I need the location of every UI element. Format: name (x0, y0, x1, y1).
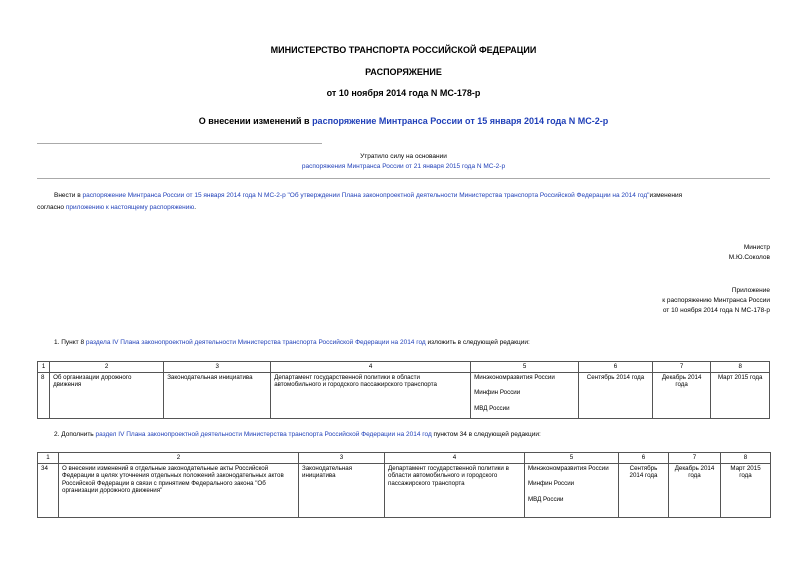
table-1-col-8: 8 (711, 362, 770, 373)
table-1-col-5: 5 (471, 362, 579, 373)
p2-prefix: согласно (37, 204, 66, 211)
t2-coexecutors (525, 463, 619, 517)
t1-co3: МВД России (474, 404, 510, 412)
t1-kind: Законодательная инициатива (164, 372, 271, 418)
divider-long (37, 178, 770, 179)
t2-co1: Минэкономразвития России (528, 464, 609, 472)
appendix-line-1: Приложение (731, 287, 770, 294)
p1-prefix: Внести в (54, 192, 83, 199)
section-2-text (54, 431, 770, 439)
table-2-col-7: 7 (669, 453, 721, 464)
t2-d1: Сентябрь 2014 года (619, 463, 669, 517)
t2-co3: МВД России (528, 495, 564, 503)
p1-link[interactable]: распоряжение Минтранса России от 15 января 2014 года N МС-2-р "Об утверждении Плана законопроектной деятельности Министерства транспорта Российской Федерации на 2014 год" (82, 192, 650, 199)
section-1-text (54, 339, 770, 347)
table-1-col-2: 2 (50, 362, 164, 373)
ministry-title: МИНИСТЕРСТВО ТРАНСПОРТА РОССИЙСКОЙ ФЕДЕРАЦИИ (270, 45, 537, 55)
table-2-col-3: 3 (299, 453, 385, 464)
document-title (0, 116, 807, 126)
document-type: РАСПОРЯЖЕНИЕ (365, 67, 442, 77)
status-link[interactable]: распоряжения Минтранса России от 21 января 2015 года N МС-2-р (301, 163, 506, 170)
s2-prefix: 2. Дополнить (54, 431, 96, 438)
divider-short (37, 143, 322, 144)
table-2-col-1: 1 (38, 453, 59, 464)
t1-name: Об организации дорожного движения (50, 372, 164, 418)
table-2-row (38, 463, 771, 517)
t2-d3: Март 2015 года (721, 463, 771, 517)
t2-num: 34 (38, 463, 59, 517)
title-prefix: О внесении изменений в (198, 116, 313, 126)
t1-co1: Минэкономразвития России (474, 373, 555, 381)
t1-coexecutors (471, 372, 579, 418)
t1-d1: Сентябрь 2014 года (579, 372, 653, 418)
table-1-row (38, 372, 770, 418)
s1-prefix: 1. Пункт 8 (54, 339, 86, 346)
table-2-col-8: 8 (721, 453, 771, 464)
signature-role: Министр (743, 244, 770, 251)
table-1-col-7: 7 (652, 362, 711, 373)
table-1-col-4: 4 (271, 362, 471, 373)
document-date-number: от 10 ноября 2014 года N МС-178-р (326, 88, 481, 98)
body-paragraph-2 (37, 204, 770, 212)
t1-co2: Минфин России (474, 389, 521, 397)
t1-d2: Декабрь 2014 года (652, 372, 711, 418)
t1-dept: Департамент государственной политики в области автомобильного и городского пассажирского транспорта (271, 372, 471, 418)
table-1-col-3: 3 (164, 362, 271, 373)
table-2 (37, 452, 771, 518)
table-1-col-1: 1 (38, 362, 50, 373)
s1-link[interactable]: раздела IV Плана законопроектной деятельности Министерства транспорта Российской Федерации на 2014 год (85, 339, 426, 346)
title-link[interactable]: распоряжение Минтранса России от 15 января 2014 года N МС-2-р (312, 116, 609, 126)
p1-suffix: изменения (649, 192, 683, 199)
table-1-header-row (38, 362, 770, 373)
table-2-col-6: 6 (619, 453, 669, 464)
s1-suffix: изложить в следующей редакции: (425, 339, 530, 346)
p2-link[interactable]: приложению к настоящему распоряжению (65, 204, 195, 211)
table-1 (37, 361, 770, 419)
t2-name: О внесении изменений в отдельные законодательные акты Российской Федерации в целях уточнения отдельных положений законодательных актов Российской Федерации в связи с принятием Федерального закона "Об организации дорожного движения" (59, 463, 299, 517)
t2-co2: Минфин России (528, 480, 575, 488)
t2-kind: Законодательная инициатива (299, 463, 385, 517)
t1-num: 8 (38, 372, 50, 418)
table-2-col-4: 4 (385, 453, 525, 464)
t2-d2: Декабрь 2014 года (669, 463, 721, 517)
body-paragraph-1 (54, 192, 770, 200)
s2-suffix: пунктом 34 в следующей редакции: (431, 431, 541, 438)
signature-name: М.Ю.Соколов (728, 254, 770, 261)
status-text: Утратило силу на основании (360, 153, 447, 160)
appendix-line-2: к распоряжению Минтранса России (662, 297, 770, 304)
table-2-col-2: 2 (59, 453, 299, 464)
appendix-line-3: от 10 ноября 2014 года N МС-178-р (662, 307, 770, 314)
table-1-col-6: 6 (579, 362, 653, 373)
table-2-header-row (38, 453, 771, 464)
s2-link[interactable]: раздел IV Плана законопроектной деятельности Министерства транспорта Российской Федерации на 2014 год (95, 431, 432, 438)
p2-suffix: . (194, 204, 197, 211)
t2-dept: Департамент государственной политики в области автомобильного и городского пассажирского транспорта (385, 463, 525, 517)
table-2-col-5: 5 (525, 453, 619, 464)
t1-d3: Март 2015 года (711, 372, 770, 418)
